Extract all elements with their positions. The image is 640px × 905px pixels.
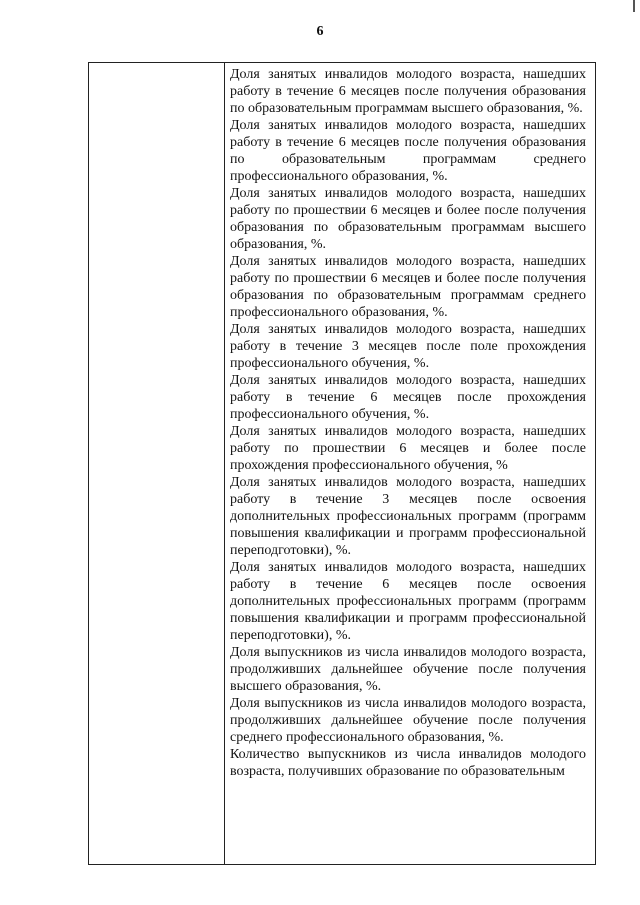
indicator-item: Доля занятых инвалидов молодого возраста, нашедших работу в течение 3 месяцев после поле прохождения профессионального обучения, %.	[230, 322, 586, 371]
indicator-item: Доля занятых инвалидов молодого возраста, нашедших работу по прошествии 6 месяцев и более после получения образования по образовательным программам среднего профессионального образования, %.	[230, 254, 586, 320]
indicator-item: Доля занятых инвалидов молодого возраста, нашедших работу в течение 3 месяцев после освоения дополнительных профессиональных программ (программ повышения квалификации и программ профессиональной переподготовки), %.	[230, 475, 586, 558]
left-cell-empty	[89, 63, 224, 864]
indicator-item: Доля занятых инвалидов молодого возраста, нашедших работу в течение 6 месяцев после получения образования по образовательным программам высшего образования, %.	[230, 67, 586, 116]
indicator-item: Доля занятых инвалидов молодого возраста, нашедших работу по прошествии 6 месяцев и более после прохождения профессионального обучения, %	[230, 424, 586, 473]
page-number: 6	[316, 24, 324, 39]
indicator-table	[88, 62, 596, 865]
indicator-item: Доля занятых инвалидов молодого возраста, нашедших работу в течение 6 месяцев после получения образования по образовательным программам среднего профессионального образования, %.	[230, 118, 586, 184]
indicator-item: Доля выпускников из числа инвалидов молодого возраста, продолживших дальнейшее обучение после получения высшего образования, %.	[230, 645, 586, 694]
indicator-list	[230, 66, 586, 863]
column-divider	[224, 63, 225, 864]
indicator-item: Доля занятых инвалидов молодого возраста, нашедших работу в течение 6 месяцев после прохождения профессионального обучения, %.	[230, 373, 586, 422]
scan-edge-mark	[633, 0, 635, 12]
indicator-item: Количество выпускников из числа инвалидов молодого возраста, получивших образование по образовательным	[230, 747, 586, 779]
indicator-item: Доля выпускников из числа инвалидов молодого возраста, продолживших дальнейшее обучение после получения среднего профессионального образования, %.	[230, 696, 586, 745]
indicator-item: Доля занятых инвалидов молодого возраста, нашедших работу по прошествии 6 месяцев и более после получения образования по образовательным программам высшего образования, %.	[230, 186, 586, 252]
indicator-item: Доля занятых инвалидов молодого возраста, нашедших работу в течение 6 месяцев после освоения дополнительных профессиональных программ (программ повышения квалификации и программ профессиональной переподготовки), %.	[230, 560, 586, 643]
